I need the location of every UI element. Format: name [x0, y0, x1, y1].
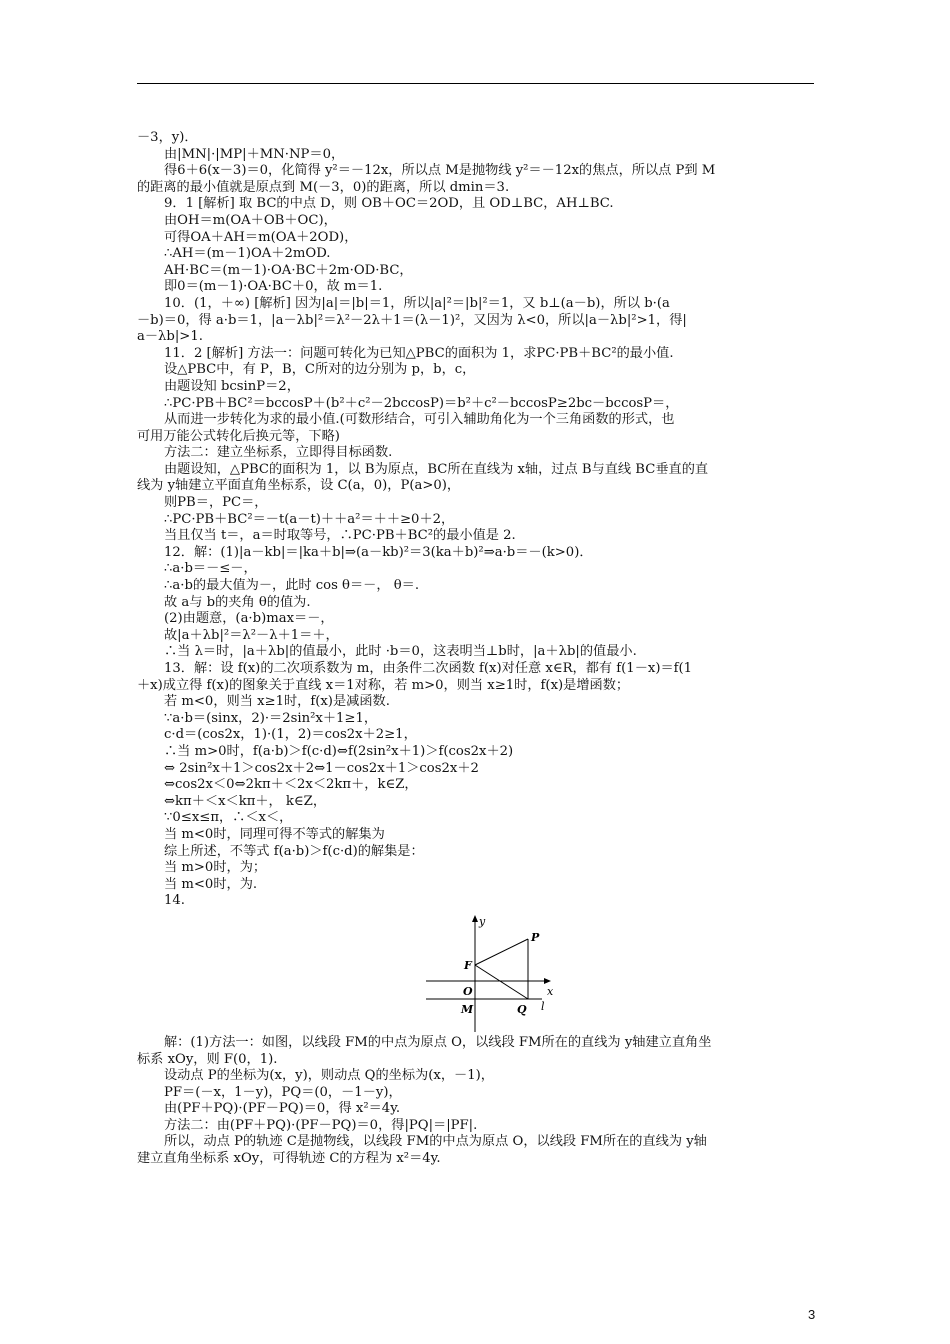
page-number: 3: [808, 1307, 816, 1322]
segment-fp: [475, 939, 528, 965]
text-line: 设△PBC中，有 P，B，C所对的边分别为 p，b，c，: [164, 362, 476, 378]
solution-text-bottom: [137, 1035, 827, 1168]
text-line: －3，y)．: [137, 130, 198, 145]
text-line: 即0＝(m－1)·OA·BC＋0，故 m＝1.: [164, 279, 383, 295]
text-line: ∴PC·PB＋BC²＝－t(a－t)＋＋a²＝＋＋≥0＋2，: [164, 511, 455, 527]
text-line: 由题设知，△PBC的面积为 1，以 B为原点，BC所在直线为 x轴，过点 B与直线 BC垂直的直: [164, 461, 709, 477]
text-line: 则PB＝，PC＝，: [164, 495, 268, 511]
label-m: M: [461, 1002, 474, 1016]
text-line: 由(PF＋PQ)·(PF－PQ)＝0，得 x²＝4y.: [164, 1101, 401, 1117]
text-line: 故 a与 b的夹角 θ的值为.: [164, 594, 311, 610]
text-line: 设动点 P的坐标为(x，y)，则动点 Q的坐标为(x，－1)，: [164, 1068, 494, 1084]
text-line: 由题设知 bcsinP＝2，: [164, 378, 300, 394]
text-line: 解：(1)方法一：如图，以线段 FM的中点为原点 O，以线段 FM所在的直线为 y轴建立直角坐: [164, 1034, 712, 1050]
text-line: ∵0≤x≤π，∴＜x＜，: [164, 810, 293, 826]
text-line: 可得OA＋AH＝m(OA＋2OD)，: [164, 229, 358, 245]
text-line: ⇔ 2sin²x＋1＞cos2x＋2⇔1－cos2x＋1＞cos2x＋2: [164, 760, 479, 776]
text-line: 13．解：设 f(x)的二次项系数为 m，由条件二次函数 f(x)对任意 x∈R，都有 f(1－x)＝f(1: [164, 661, 693, 676]
text-line: 由|MN|·|MP|＋MN·NP＝0，: [164, 146, 345, 162]
text-line: ∵a·b＝(sinx，2)·＝2sin²x＋1≥1，: [164, 710, 378, 726]
text-line: 所以，动点 P的轨迹 C是抛物线，以线段 FM的中点为原点 O，以线段 FM所在的直线为 y轴: [164, 1134, 707, 1150]
text-line: －b)＝0，得 a·b＝1，|a－λb|²＝λ²－2λ＋1＝(λ－1)²，又因为 λ<0，所以|a－λb|²>1，得|: [137, 312, 687, 328]
header-rule: [137, 83, 814, 84]
text-line: 当 m<0时，同理可得不等式的解集为: [164, 826, 385, 842]
text-line: 得6＋6(x－3)＝0，化简得 y²＝－12x，所以点 M是抛物线 y²＝－12x的焦点，所以点 P到 M: [164, 163, 716, 179]
text-line: ∴当 m>0时，f(a·b)＞f(c·d)⇔f(2sin²x＋1)＞f(cos2x＋2): [164, 743, 514, 759]
text-line: 标系 xOy，则 F(0，1).: [137, 1051, 278, 1067]
text-line: 综上所述，不等式 f(a·b)＞f(c·d)的解集是：: [164, 843, 424, 859]
text-line: 从而进一步转化为求的最小值.(可数形结合，可引入辅助角化为一个三角函数的形式，也: [164, 412, 675, 428]
text-line: (2)由题意，(a·b)max＝－，: [164, 611, 334, 627]
coordinate-diagram: [420, 910, 555, 1035]
text-line: ⇔cos2x＜0⇔2kπ＋＜2x＜2kπ＋，k∈Z，: [164, 777, 418, 793]
text-line: 的距离的最小值就是原点到 M(－3，0)的距离，所以 dmin＝3.: [137, 179, 510, 195]
text-line: ∴a·b的最大值为－，此时 cos θ＝－， θ＝.: [164, 578, 420, 594]
text-line: 11．2 [解析] 方法一：问题可转化为已知△PBC的面积为 1，求PC·PB＋BC²的最小值.: [164, 345, 674, 361]
text-line: 故|a＋λb|²＝λ²－λ＋1＝＋，: [164, 627, 339, 643]
label-p: P: [531, 930, 540, 944]
text-line: 当且仅当 t＝，a＝时取等号，∴PC·PB＋BC²的最小值是 2.: [164, 528, 516, 544]
label-y: y: [479, 914, 486, 928]
text-line: 12．解：(1)|a－kb|＝|ka＋b|⇒(a－kb)²＝3(ka＋b)²⇒a·b＝－(k>0)．: [164, 544, 593, 560]
text-line: 由OH＝m(OA＋OB＋OC)，: [164, 212, 337, 228]
label-q: Q: [517, 1002, 527, 1016]
label-o: O: [463, 984, 473, 998]
text-line: 10．(1，＋∞) [解析] 因为|a|＝|b|＝1，所以|a|²＝|b|²＝1，又 b⊥(a－b)，所以 b·(a: [164, 295, 670, 311]
text-line: 当 m<0时，为.: [164, 876, 258, 892]
text-line: 线为 y轴建立平面直角坐标系，设 C(a，0)，P(a>0)，: [137, 478, 461, 494]
page-body: [137, 130, 827, 1168]
text-line: 方法二：由(PF＋PQ)·(PF－PQ)＝0，得|PQ|＝|PF|.: [164, 1117, 478, 1133]
text-line: c·d＝(cos2x，1)·(1，2)＝cos2x＋2≥1，: [164, 727, 417, 743]
y-axis-arrow: [472, 915, 478, 922]
label-l: l: [541, 999, 545, 1013]
text-line: ∴AH＝(m－1)OA＋2mOD.: [164, 246, 331, 262]
text-line: ＋x)成立得 f(x)的图象关于直线 x＝1对称，若 m>0，则当 x≥1时，f(x)是增函数；: [137, 677, 630, 693]
text-line: 方法二：建立坐标系，立即得目标函数.: [164, 445, 393, 461]
text-line: 可用万能公式转化后换元等，下略): [137, 428, 340, 444]
text-line: a－λb|>1.: [137, 329, 203, 345]
label-x: x: [547, 984, 554, 998]
text-line: ⇔kπ＋＜x＜kπ＋， k∈Z，: [164, 793, 327, 809]
text-line: 当 m>0时，为；: [164, 860, 267, 876]
solution-text-top: [137, 130, 827, 910]
segment-fq: [475, 965, 528, 999]
text-line: AH·BC＝(m－1)·OA·BC＋2m·OD·BC，: [164, 262, 413, 278]
text-line: 建立直角坐标系 xOy，可得轨迹 C的方程为 x²＝4y.: [137, 1151, 441, 1167]
label-f: F: [464, 958, 472, 972]
text-line: 14.: [164, 893, 185, 909]
text-line: 若 m<0，则当 x≥1时，f(x)是减函数.: [164, 694, 390, 710]
figure-14: [137, 910, 827, 1035]
text-line: ∴PC·PB＋BC²＝bccosP＋(b²＋c²－2bccosP)＝b²＋c²－bccosP≥2bc－bccosP＝，: [164, 395, 679, 411]
text-line: ∴当 λ＝时，|a＋λb|的值最小，此时 ·b＝0，这表明当⊥b时，|a＋λb|的值最小.: [164, 644, 637, 660]
text-line: 9．1 [解析] 取 BC的中点 D，则 OB＋OC＝2OD，且 OD⊥BC，AH⊥BC.: [164, 196, 614, 212]
text-line: PF＝(－x，1－y)，PQ＝(0，－1－y)，: [164, 1084, 402, 1100]
text-line: ∴a·b＝－≤－，: [164, 561, 257, 577]
x-axis-arrow: [544, 978, 551, 984]
